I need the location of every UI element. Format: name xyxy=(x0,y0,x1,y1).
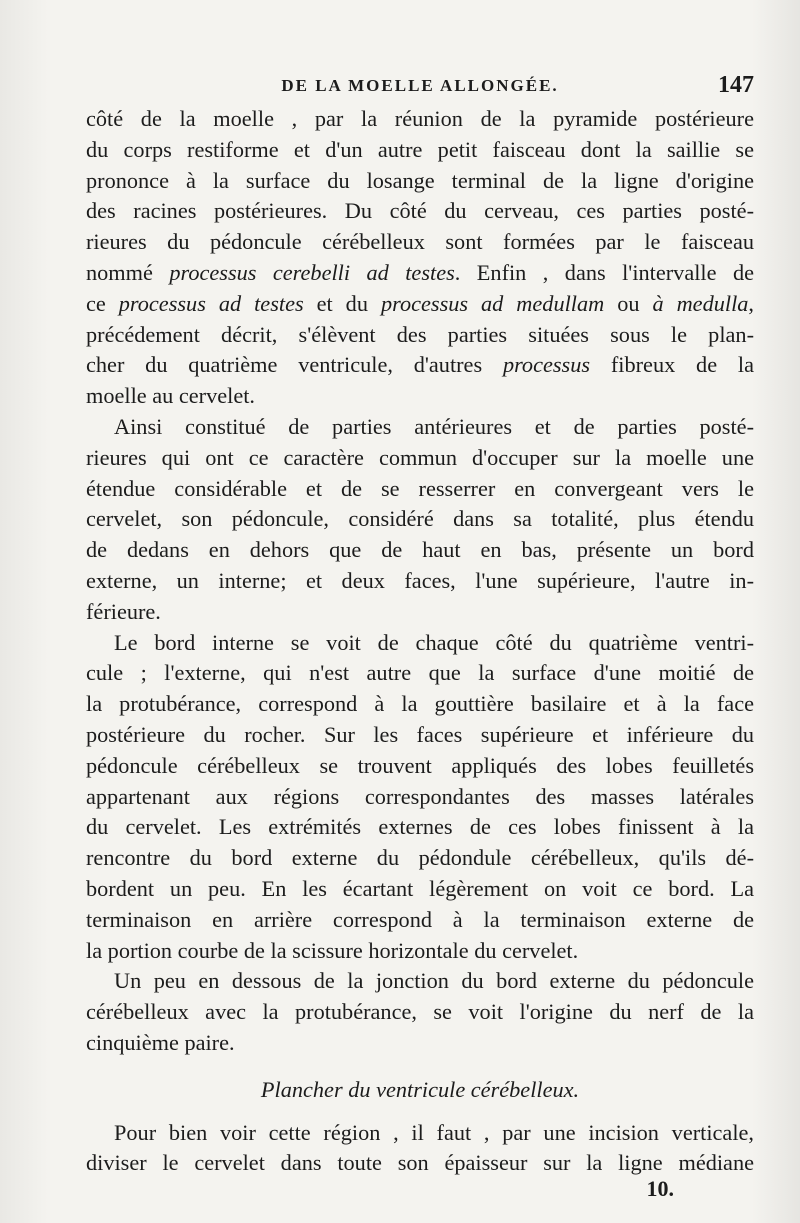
text-line: cinquième paire. xyxy=(86,1029,235,1055)
text-line: postérieure du rocher. Sur les faces supérieure et inférieure du xyxy=(86,721,754,747)
text-line: ce processus ad testes et du processus ad medullam ou à medulla, xyxy=(86,290,754,316)
text-line: pédoncule cérébelleux se trouvent appliqués des lobes feuilletés xyxy=(86,752,754,778)
text-line: appartenant aux régions correspondantes des masses latérales xyxy=(86,783,754,809)
spacer xyxy=(86,1059,754,1075)
text-line: Le bord interne se voit de chaque côté du quatrième ventri- xyxy=(114,629,754,655)
text-line: rencontre du bord externe du pédondule cérébelleux, qu'ils dé- xyxy=(86,845,754,871)
text-line: du corps restiforme et d'un autre petit faisceau dont la saillie se xyxy=(86,136,754,162)
latin-term: processus cerebelli ad testes xyxy=(169,259,455,285)
text-line: diviser le cervelet dans toute son épaisseur sur la ligne médiane xyxy=(86,1150,754,1176)
text-line: cule ; l'externe, qui n'est autre que la surface d'une moitié de xyxy=(86,660,754,686)
text-line: nommé processus cerebelli ad testes. Enfin , dans l'intervalle de xyxy=(86,259,754,285)
text-line: étendue considérable et de se resserrer en convergeant vers le xyxy=(86,475,754,501)
body-text xyxy=(86,104,754,1179)
text-line: du cervelet. Les extrémités externes de ces lobes finissent à la xyxy=(86,814,754,840)
text-line: cérébelleux avec la protubérance, se voit l'origine du nerf de la xyxy=(86,999,754,1025)
running-title: DE LA MOELLE ALLONGÉE. xyxy=(281,76,559,95)
signature-mark: 10. xyxy=(646,1176,674,1201)
latin-term: processus ad medullam xyxy=(380,290,605,316)
section-heading: Plancher du ventricule cérébelleux. xyxy=(260,1076,580,1102)
text-line: côté de la moelle , par la réunion de la pyramide postérieure xyxy=(86,106,754,131)
page-number: 147 xyxy=(718,72,754,98)
text-line: Un peu en dessous de la jonction du bord externe du pédoncule xyxy=(114,968,754,994)
text-line: bordent un peu. En les écartant légèrement on voit ce bord. La xyxy=(86,875,754,901)
text-line: précédement décrit, s'élèvent des parties situées sous le plan- xyxy=(86,321,754,347)
running-head xyxy=(86,72,754,104)
text-line: férieure. xyxy=(86,598,161,624)
text-line: cervelet, son pédoncule, considéré dans sa totalité, plus étendu xyxy=(86,506,754,532)
text-line: moelle au cervelet. xyxy=(86,383,255,409)
text-line: rieures du pédoncule cérébelleux sont formées par le faisceau xyxy=(86,229,754,255)
text-line: la protubérance, correspond à la gouttière basilaire et à la face xyxy=(86,691,754,717)
text-line: Ainsi constitué de parties antérieures et de parties posté- xyxy=(114,413,754,439)
text-line: prononce à la surface du losange terminal de la ligne d'origine xyxy=(86,167,754,193)
text-line: la portion courbe de la scissure horizontale du cervelet. xyxy=(86,937,579,963)
latin-term: à medulla xyxy=(652,290,749,316)
latin-term: processus ad testes xyxy=(118,290,304,316)
text-line: des racines postérieures. Du côté du cerveau, ces parties posté- xyxy=(86,198,754,224)
text-line: rieures qui ont ce caractère commun d'occuper sur la moelle une xyxy=(86,444,754,470)
text-line: de dedans en dehors que de haut en bas, présente un bord xyxy=(86,537,754,563)
text-line: cher du quatrième ventricule, d'autres processus fibreux de la xyxy=(86,352,754,378)
spacer xyxy=(86,1106,754,1118)
text-line: Pour bien voir cette région , il faut , par une incision verticale, xyxy=(114,1119,754,1145)
text-line: terminaison en arrière correspond à la terminaison externe de xyxy=(86,906,754,932)
text-line: externe, un interne; et deux faces, l'une supérieure, l'autre in- xyxy=(86,567,754,593)
latin-term: processus xyxy=(502,352,591,378)
